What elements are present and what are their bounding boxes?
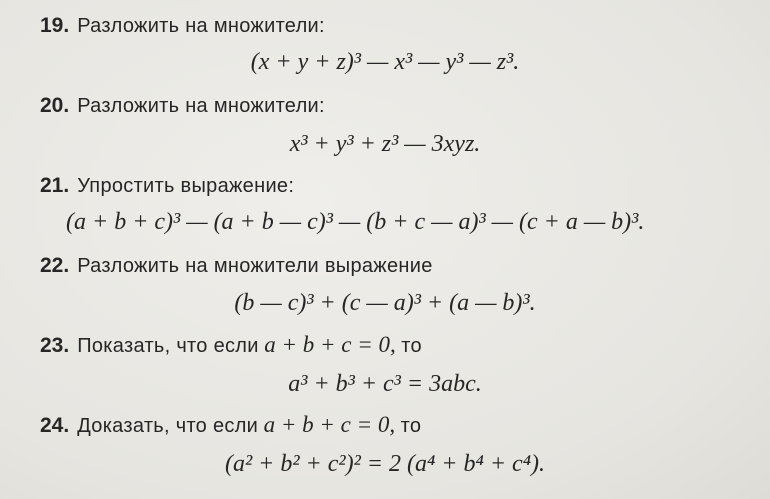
problem-number: 19.: [40, 14, 70, 37]
problem-formula: (a + b + c)³ — (a + b — c)³ — (b + c — a)³ — (c + a — b)³.: [66, 209, 645, 235]
problem-heading: [40, 252, 433, 279]
problem-heading: [40, 412, 421, 439]
problem-formula: (a² + b² + c²)² = 2 (a⁴ + b⁴ + c⁴).: [224, 451, 546, 477]
problem-statement-end: то: [400, 415, 422, 437]
problem-heading: [40, 92, 325, 119]
problem-formula: (b — c)³ + (c — a)³ + (a — b)³.: [234, 290, 536, 316]
problem-heading: [40, 332, 422, 359]
problem-condition: a + b + c = 0,: [263, 412, 396, 437]
problem-formula: a³ + b³ + c³ = 3abc.: [288, 371, 482, 397]
problem-statement-end: то: [401, 335, 422, 357]
problem-number: 20.: [40, 94, 70, 117]
problem-condition: a + b + c = 0,: [264, 332, 396, 357]
problem-heading: [40, 172, 294, 199]
problem-number: 24.: [40, 414, 70, 437]
problem-number: 22.: [40, 254, 70, 277]
problem-formula: x³ + y³ + z³ — 3xyz.: [289, 131, 481, 157]
problem-heading: [40, 12, 325, 39]
problem-number: 21.: [40, 174, 70, 197]
problem-statement: Разложить на множители:: [77, 95, 325, 117]
problem-formula: (x + y + z)³ — x³ — y³ — z³.: [250, 49, 520, 75]
problem-statement: Показать, что если: [77, 335, 259, 357]
problem-number: 23.: [40, 334, 70, 357]
problem-statement: Доказать, что если: [77, 415, 259, 437]
problem-statement: Упростить выражение:: [77, 175, 295, 197]
problem-statement: Разложить на множители выражение: [77, 255, 433, 277]
problem-statement: Разложить на множители:: [77, 15, 325, 37]
